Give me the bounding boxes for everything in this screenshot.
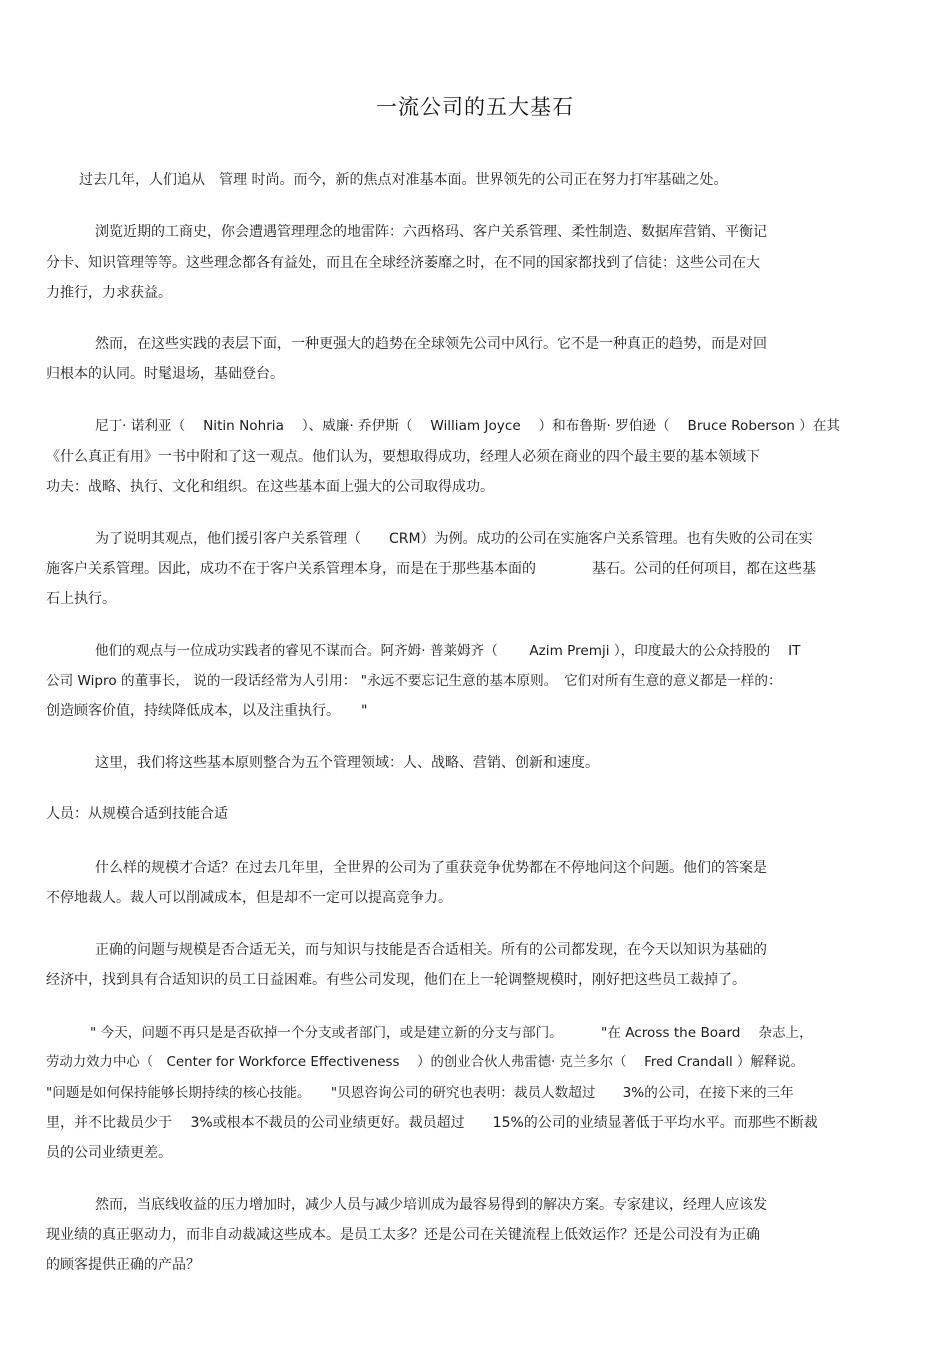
paragraph-6-line-2: 公司 Wipro 的董事长， 说的一段话经常为人引用： "永远不要忘记生意的基本原则。 它们对所有生意的意义都是一样的：	[46, 673, 782, 689]
paragraph-11-line-4: 里，并不比裁员少于 3%或根本不裁员的公司业绩更好。裁员超过 15%的公司的业绩显著低于平均水平。而那些不断裁	[46, 1115, 818, 1131]
paragraph-12-line-3: 的顾客提供正确的产品？	[46, 1257, 200, 1273]
paragraph-2-line-3: 力推行，力求获益。	[46, 285, 172, 301]
paragraph-9-line-1: 什么样的规模才合适？在过去几年里，全世界的公司为了重获竞争优势都在不停地问这个问题。他们的答案是	[95, 860, 767, 876]
paragraph-12-line-1: 然而，当底线收益的压力增加时，减少人员与减少培训成为最容易得到的解决方案。专家建议，经理人应该发	[95, 1197, 767, 1213]
paragraph-1-line-1: 过去几年，人们追从 管理 时尚。而今，新的焦点对准基本面。世界领先的公司正在努力打牢基础之处。	[79, 172, 728, 188]
paragraph-7-line-1: 这里，我们将这些基本原则整合为五个管理领域：人、战略、营销、创新和速度。	[95, 755, 599, 771]
document-title: 一流公司的五大基石	[376, 95, 574, 119]
paragraph-9-line-2: 不停地裁人。裁人可以削减成本，但是却不一定可以提高竞争力。	[46, 890, 452, 906]
paragraph-6-line-1: 他们的观点与一位成功实践者的睿见不谋而合。阿齐姆· 普莱姆齐（ Azim Premji ），印度最大的公众持股的 IT	[95, 643, 801, 659]
paragraph-10-line-2: 经济中，找到具有合适知识的员工日益困难。有些公司发现，他们在上一轮调整规模时，刚好把这些员工裁掉了。	[46, 972, 746, 988]
paragraph-3-line-1: 然而，在这些实践的表层下面，一种更强大的趋势在全球领先公司中风行。它不是一种真正的趋势，而是对回	[95, 336, 767, 352]
paragraph-6-line-3: 创造顾客价值，持续降低成本，以及注重执行。 "	[46, 703, 368, 719]
paragraph-3-line-2: 归根本的认同。时髦退场，基础登台。	[46, 366, 284, 382]
paragraph-11-line-1: " 今天，问题不再只是是否砍掉一个分支或者部门，或是建立新的分支与部门。 "在 Across the Board 杂志上，	[90, 1025, 813, 1041]
paragraph-2-line-2: 分卡、知识管理等等。这些理念都各有益处，而且在全球经济萎靡之时，在不同的国家都找到了信徒：这些公司在大	[46, 255, 760, 271]
paragraph-5-line-2: 施客户关系管理。因此，成功不在于客户关系管理本身，而是在于那些基本面的 基石。公司的任何项目，都在这些基	[46, 561, 816, 577]
paragraph-2-line-1: 浏览近期的工商史，你会遭遇管理理念的地雷阵：六西格玛、客户关系管理、柔性制造、数据库营销、平衡记	[95, 224, 767, 240]
paragraph-11-line-2: 劳动力效力中心（ Center for Workforce Effectiveness ）的创业合伙人弗雷德· 克兰多尔（ Fred Crandall ）解释说。	[46, 1055, 804, 1070]
paragraph-12-line-2: 现业绩的真正驱动力，而非自动裁减这些成本。是员工太多？还是公司在关键流程上低效运作？还是公司没有为正确	[46, 1227, 760, 1243]
paragraph-10-line-1: 正确的问题与规模是否合适无关，而与知识与技能是否合适相关。所有的公司都发现，在今天以知识为基础的	[95, 942, 767, 958]
paragraph-5-line-3: 石上执行。	[46, 591, 116, 607]
paragraph-11-line-5: 员的公司业绩更差。	[46, 1145, 172, 1161]
paragraph-4-line-3: 功夫：战略、执行、文化和组织。在这些基本面上强大的公司取得成功。	[46, 479, 494, 495]
paragraph-5-line-1: 为了说明其观点，他们援引客户关系管理（ CRM）为例。成功的公司在实施客户关系管理。也有失败的公司在实	[95, 531, 813, 547]
paragraph-4-line-2: 《什么真正有用》一书中附和了这一观点。他们认为，要想取得成功，经理人必须在商业的四个最主要的基本领域下	[46, 449, 760, 465]
paragraph-11-line-3: "问题是如何保持能够长期持续的核心技能。 "贝恩咨询公司的研究也表明：裁员人数超过 3%的公司，在接下来的三年	[46, 1085, 794, 1101]
paragraph-4-line-1: 尼丁· 诺利亚（ Nitin Nohria ）、威廉· 乔伊斯（ William Joyce ）和布鲁斯· 罗伯逊（ Bruce Roberson ）在其	[95, 418, 841, 434]
section-heading: 人员：从规模合适到技能合适	[46, 806, 228, 822]
